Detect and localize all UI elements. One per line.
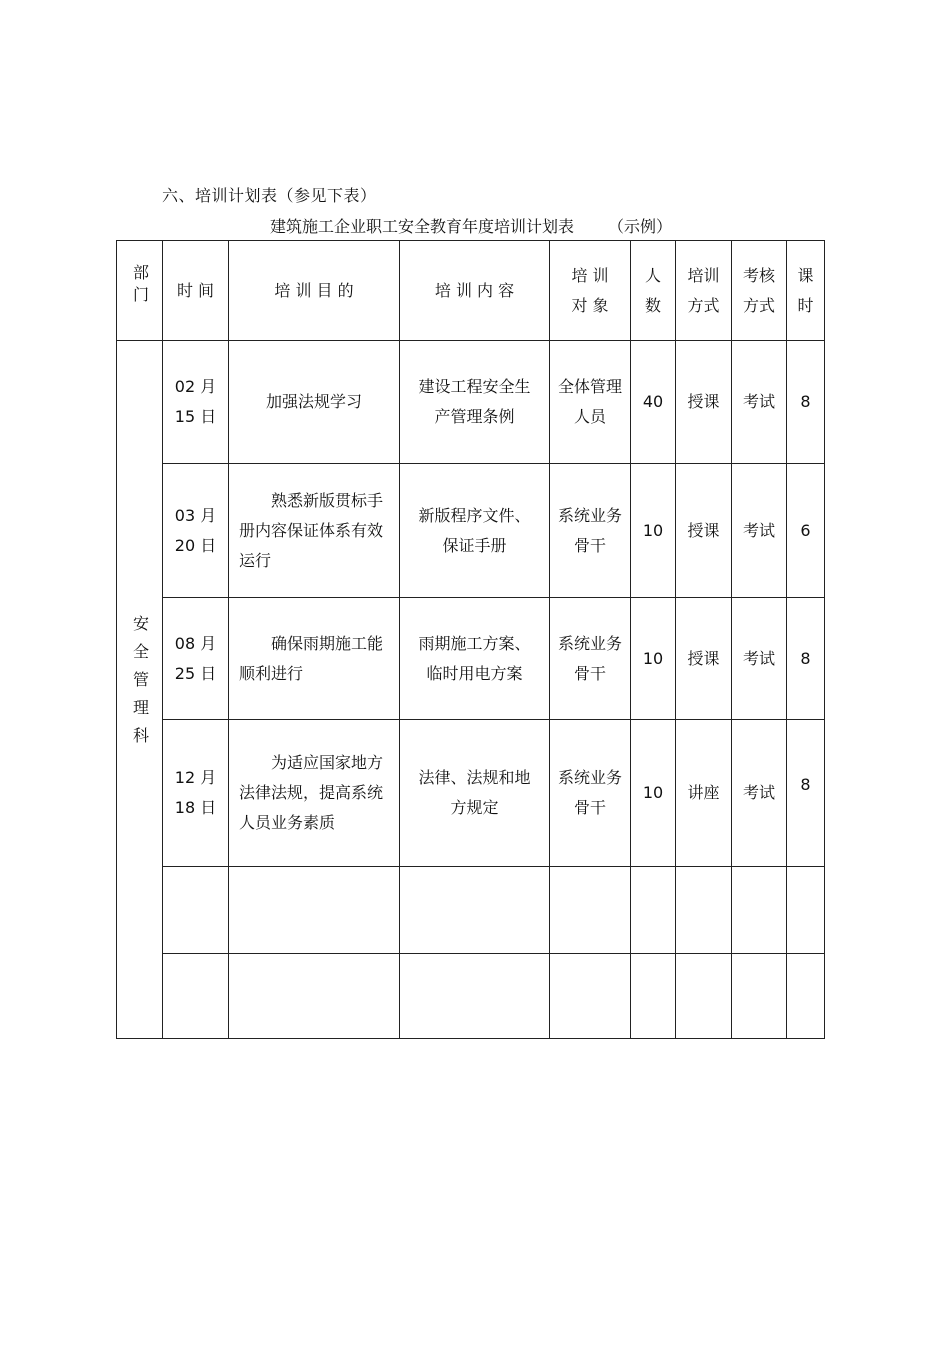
header-target: 培 训 对 象 bbox=[550, 241, 631, 341]
header-time: 时 间 bbox=[163, 241, 229, 341]
hours-cell: 8 bbox=[787, 341, 825, 464]
header-exam: 考核方式 bbox=[732, 241, 787, 341]
header-hours: 课时 bbox=[787, 241, 825, 341]
header-method: 培训方式 bbox=[676, 241, 732, 341]
purpose-cell: 确保雨期施工能顺利进行 bbox=[229, 598, 400, 720]
exam-cell: 考试 bbox=[732, 464, 787, 598]
target-cell: 全体管理人员 bbox=[550, 341, 631, 464]
time-cell: 03 月 20 日 bbox=[163, 464, 229, 598]
purpose-cell: 熟悉新版贯标手册内容保证体系有效运行 bbox=[229, 464, 400, 598]
table-row bbox=[117, 720, 825, 867]
content-cell: 雨期施工方案、临时用电方案 bbox=[400, 598, 550, 720]
target-cell: 系统业务骨干 bbox=[550, 720, 631, 867]
purpose-cell: 为适应国家地方法律法规，提高系统人员业务素质 bbox=[229, 720, 400, 867]
header-row bbox=[117, 241, 825, 341]
method-cell: 授课 bbox=[676, 464, 732, 598]
empty-row bbox=[117, 954, 825, 1039]
empty-row bbox=[117, 867, 825, 954]
hours-cell: 8 bbox=[787, 598, 825, 720]
table-title-line bbox=[270, 214, 672, 237]
exam-cell: 考试 bbox=[732, 341, 787, 464]
time-cell: 02 月 15 日 bbox=[163, 341, 229, 464]
header-content: 培 训 内 容 bbox=[400, 241, 550, 341]
hours-cell: 8 bbox=[787, 720, 825, 867]
count-cell: 10 bbox=[631, 598, 676, 720]
training-plan-table bbox=[116, 240, 825, 1039]
content-cell: 建设工程安全生产管理条例 bbox=[400, 341, 550, 464]
table-row bbox=[117, 598, 825, 720]
dept-cell: 安全管理科 bbox=[117, 341, 163, 1039]
content-cell: 法律、法规和地方规定 bbox=[400, 720, 550, 867]
table-title: 建筑施工企业职工安全教育年度培训计划表 bbox=[270, 217, 575, 236]
count-cell: 10 bbox=[631, 464, 676, 598]
target-cell: 系统业务骨干 bbox=[550, 464, 631, 598]
time-cell: 12 月 18 日 bbox=[163, 720, 229, 867]
table-note: （示例） bbox=[608, 217, 673, 236]
header-purpose: 培 训 目 的 bbox=[229, 241, 400, 341]
hours-cell: 6 bbox=[787, 464, 825, 598]
table-row bbox=[117, 464, 825, 598]
method-cell: 授课 bbox=[676, 341, 732, 464]
section-heading: 六、培训计划表（参见下表） bbox=[162, 186, 377, 205]
header-count: 人数 bbox=[631, 241, 676, 341]
method-cell: 讲座 bbox=[676, 720, 732, 867]
count-cell: 10 bbox=[631, 720, 676, 867]
count-cell: 40 bbox=[631, 341, 676, 464]
header-dept: 部门 bbox=[117, 241, 163, 341]
table-row bbox=[117, 341, 825, 464]
target-cell: 系统业务骨干 bbox=[550, 598, 631, 720]
content-cell: 新版程序文件、保证手册 bbox=[400, 464, 550, 598]
method-cell: 授课 bbox=[676, 598, 732, 720]
exam-cell: 考试 bbox=[732, 598, 787, 720]
time-cell: 08 月 25 日 bbox=[163, 598, 229, 720]
exam-cell: 考试 bbox=[732, 720, 787, 867]
purpose-cell: 加强法规学习 bbox=[229, 341, 400, 464]
